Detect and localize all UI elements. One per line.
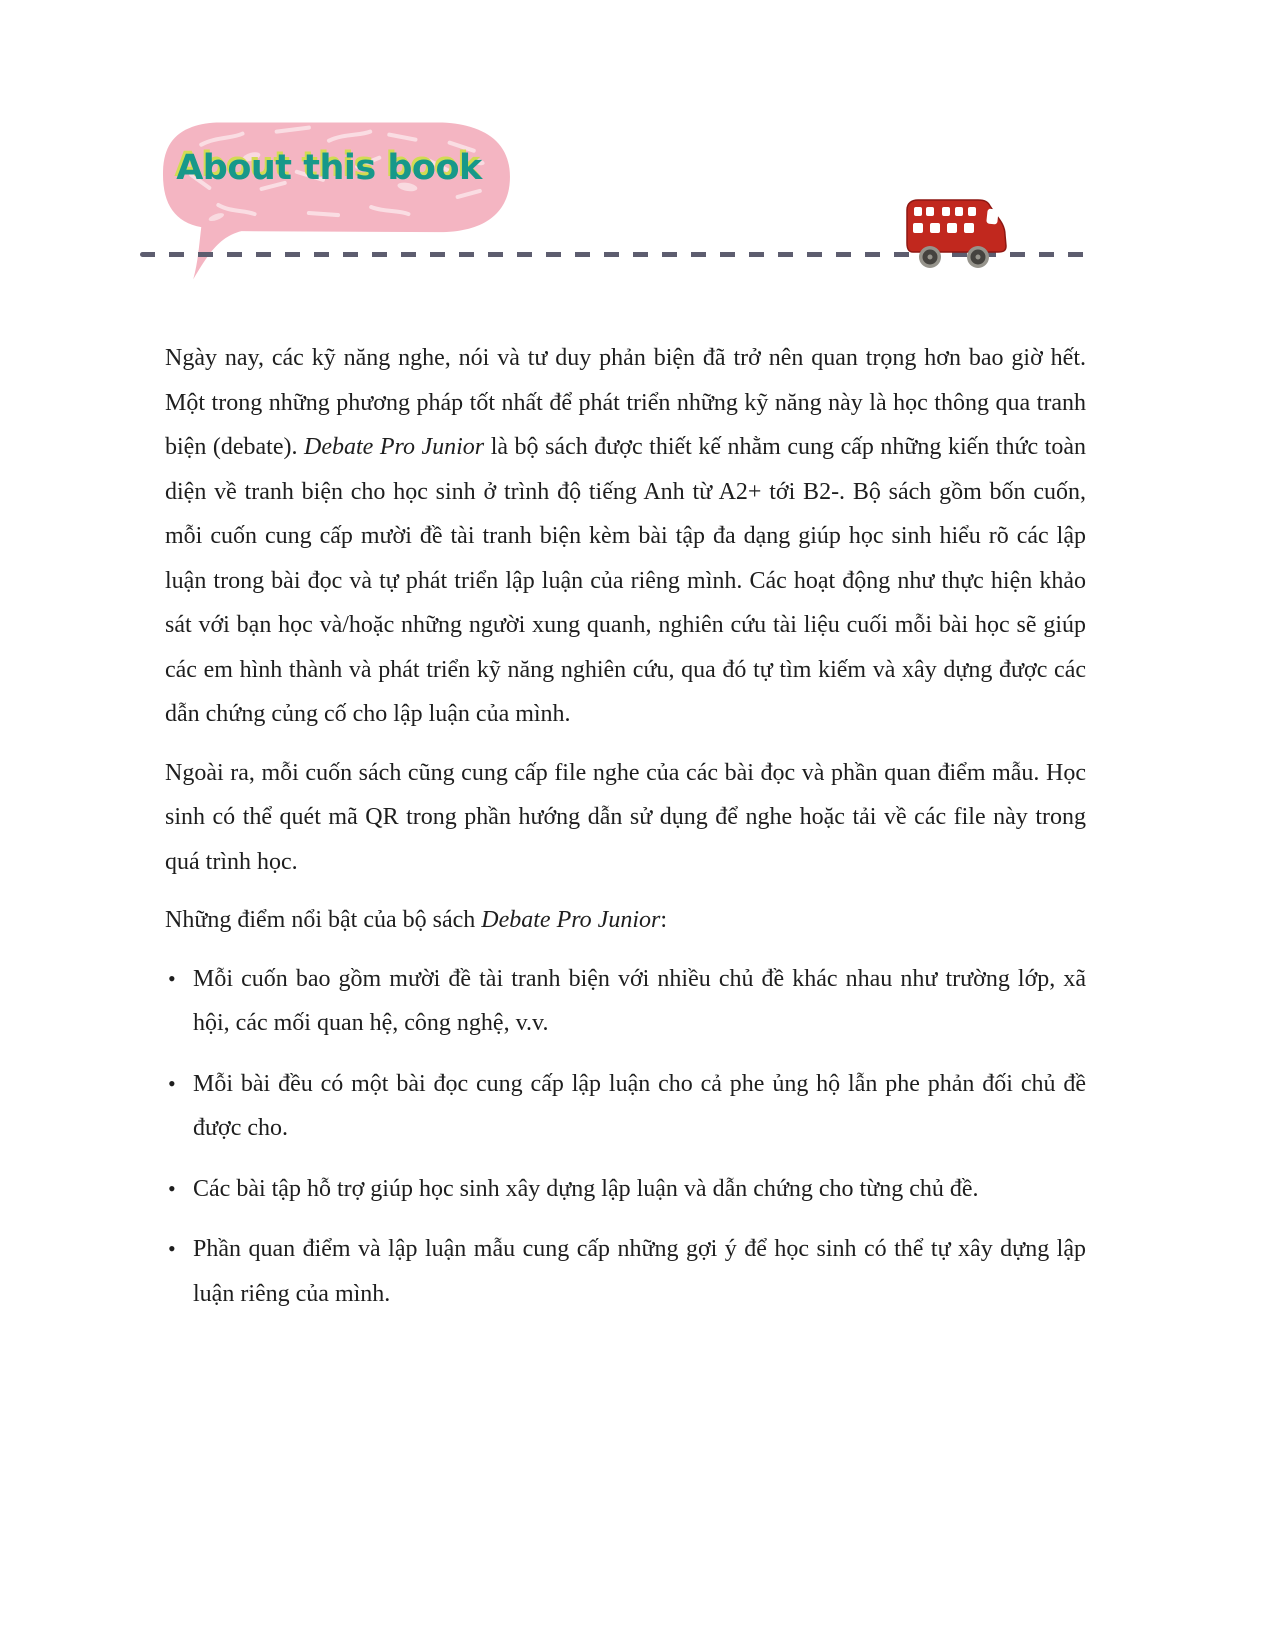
highlight-item (165, 1227, 1086, 1316)
paragraph-text: Ngoài ra, mỗi cuốn sách cũng cung cấp file nghe của các bài đọc và phần quan điểm mẫu. Học sinh có thể quét mã QR trong phần hướng dẫn sử dụng để nghe hoặc tải về các file này trong quá trình học. (165, 759, 1086, 875)
highlights-list (165, 957, 1086, 1317)
paragraph-intro (165, 336, 1086, 737)
highlight-item (165, 1167, 1086, 1212)
book-series-name: Debate Pro Junior (304, 434, 485, 460)
highlight-text: Các bài tập hỗ trợ giúp học sinh xây dựng lập luận và dẫn chứng cho từng chủ đề. (193, 1175, 979, 1202)
highlight-text: Mỗi bài đều có một bài đọc cung cấp lập luận cho cả phe ủng hộ lẫn phe phản đối chủ đề được cho. (193, 1070, 1086, 1141)
bullet-marker: • (168, 965, 176, 991)
speech-bubble-icon (156, 116, 516, 290)
body-text (165, 336, 1086, 1332)
highlight-text: Phần quan điểm và lập luận mẫu cung cấp những gợi ý để học sinh có thể tự xây dựng lập luận riêng của mình. (193, 1236, 1086, 1307)
paragraph-text: : (660, 907, 668, 933)
highlight-item (165, 1062, 1086, 1151)
paragraph-text: Những điểm nổi bật của bộ sách (165, 907, 482, 933)
speech-bubble (156, 116, 516, 290)
paragraph-text: Ngày nay, các kỹ năng nghe, nói và tư duy phản biện đã trở nên quan trọng hơn bao giờ hết. Một trong những phương pháp tốt nhất để phát triển những kỹ năng này là học thông qua tranh biện (debate). (165, 345, 1086, 460)
highlight-item (165, 957, 1086, 1046)
paragraph-highlights-heading (165, 898, 1086, 943)
bullet-marker: • (168, 1175, 176, 1201)
bullet-marker: • (168, 1070, 176, 1096)
paragraph-text: là bộ sách được thiết kế nhằm cung cấp những kiến thức toàn diện về tranh biện cho học sinh ở trình độ tiếng Anh từ A2+ tới B2-. Bộ sách gồm bốn cuốn, mỗi cuốn cung cấp mười đề tài tranh biện kèm bài tập đa dạng giúp học sinh hiểu rõ các lập luận trong bài đọc và tự phát triển lập luận của riêng mình. Các hoạt động như thực hiện khảo sát với bạn học và/hoặc những người xung quanh, nghiên cứu tài liệu cuối mỗi bài học sẽ giúp các em hình thành và phát triển kỹ năng nghiên cứu, qua đó tự tìm kiếm và xây dựng được các dẫn chứng củng cố cho lập luận của mình. (165, 434, 1086, 727)
bullet-marker: • (168, 1236, 176, 1261)
page-title: About this book (176, 148, 482, 188)
bus-icon (900, 194, 1015, 274)
paragraph-audio-files (165, 751, 1086, 885)
book-series-name: Debate Pro Junior (481, 907, 661, 933)
highlight-text: Mỗi cuốn bao gồm mười đề tài tranh biện với nhiều chủ đề khác nhau như trường lớp, xã hội, các mối quan hệ, công nghệ, v.v. (193, 965, 1086, 1036)
